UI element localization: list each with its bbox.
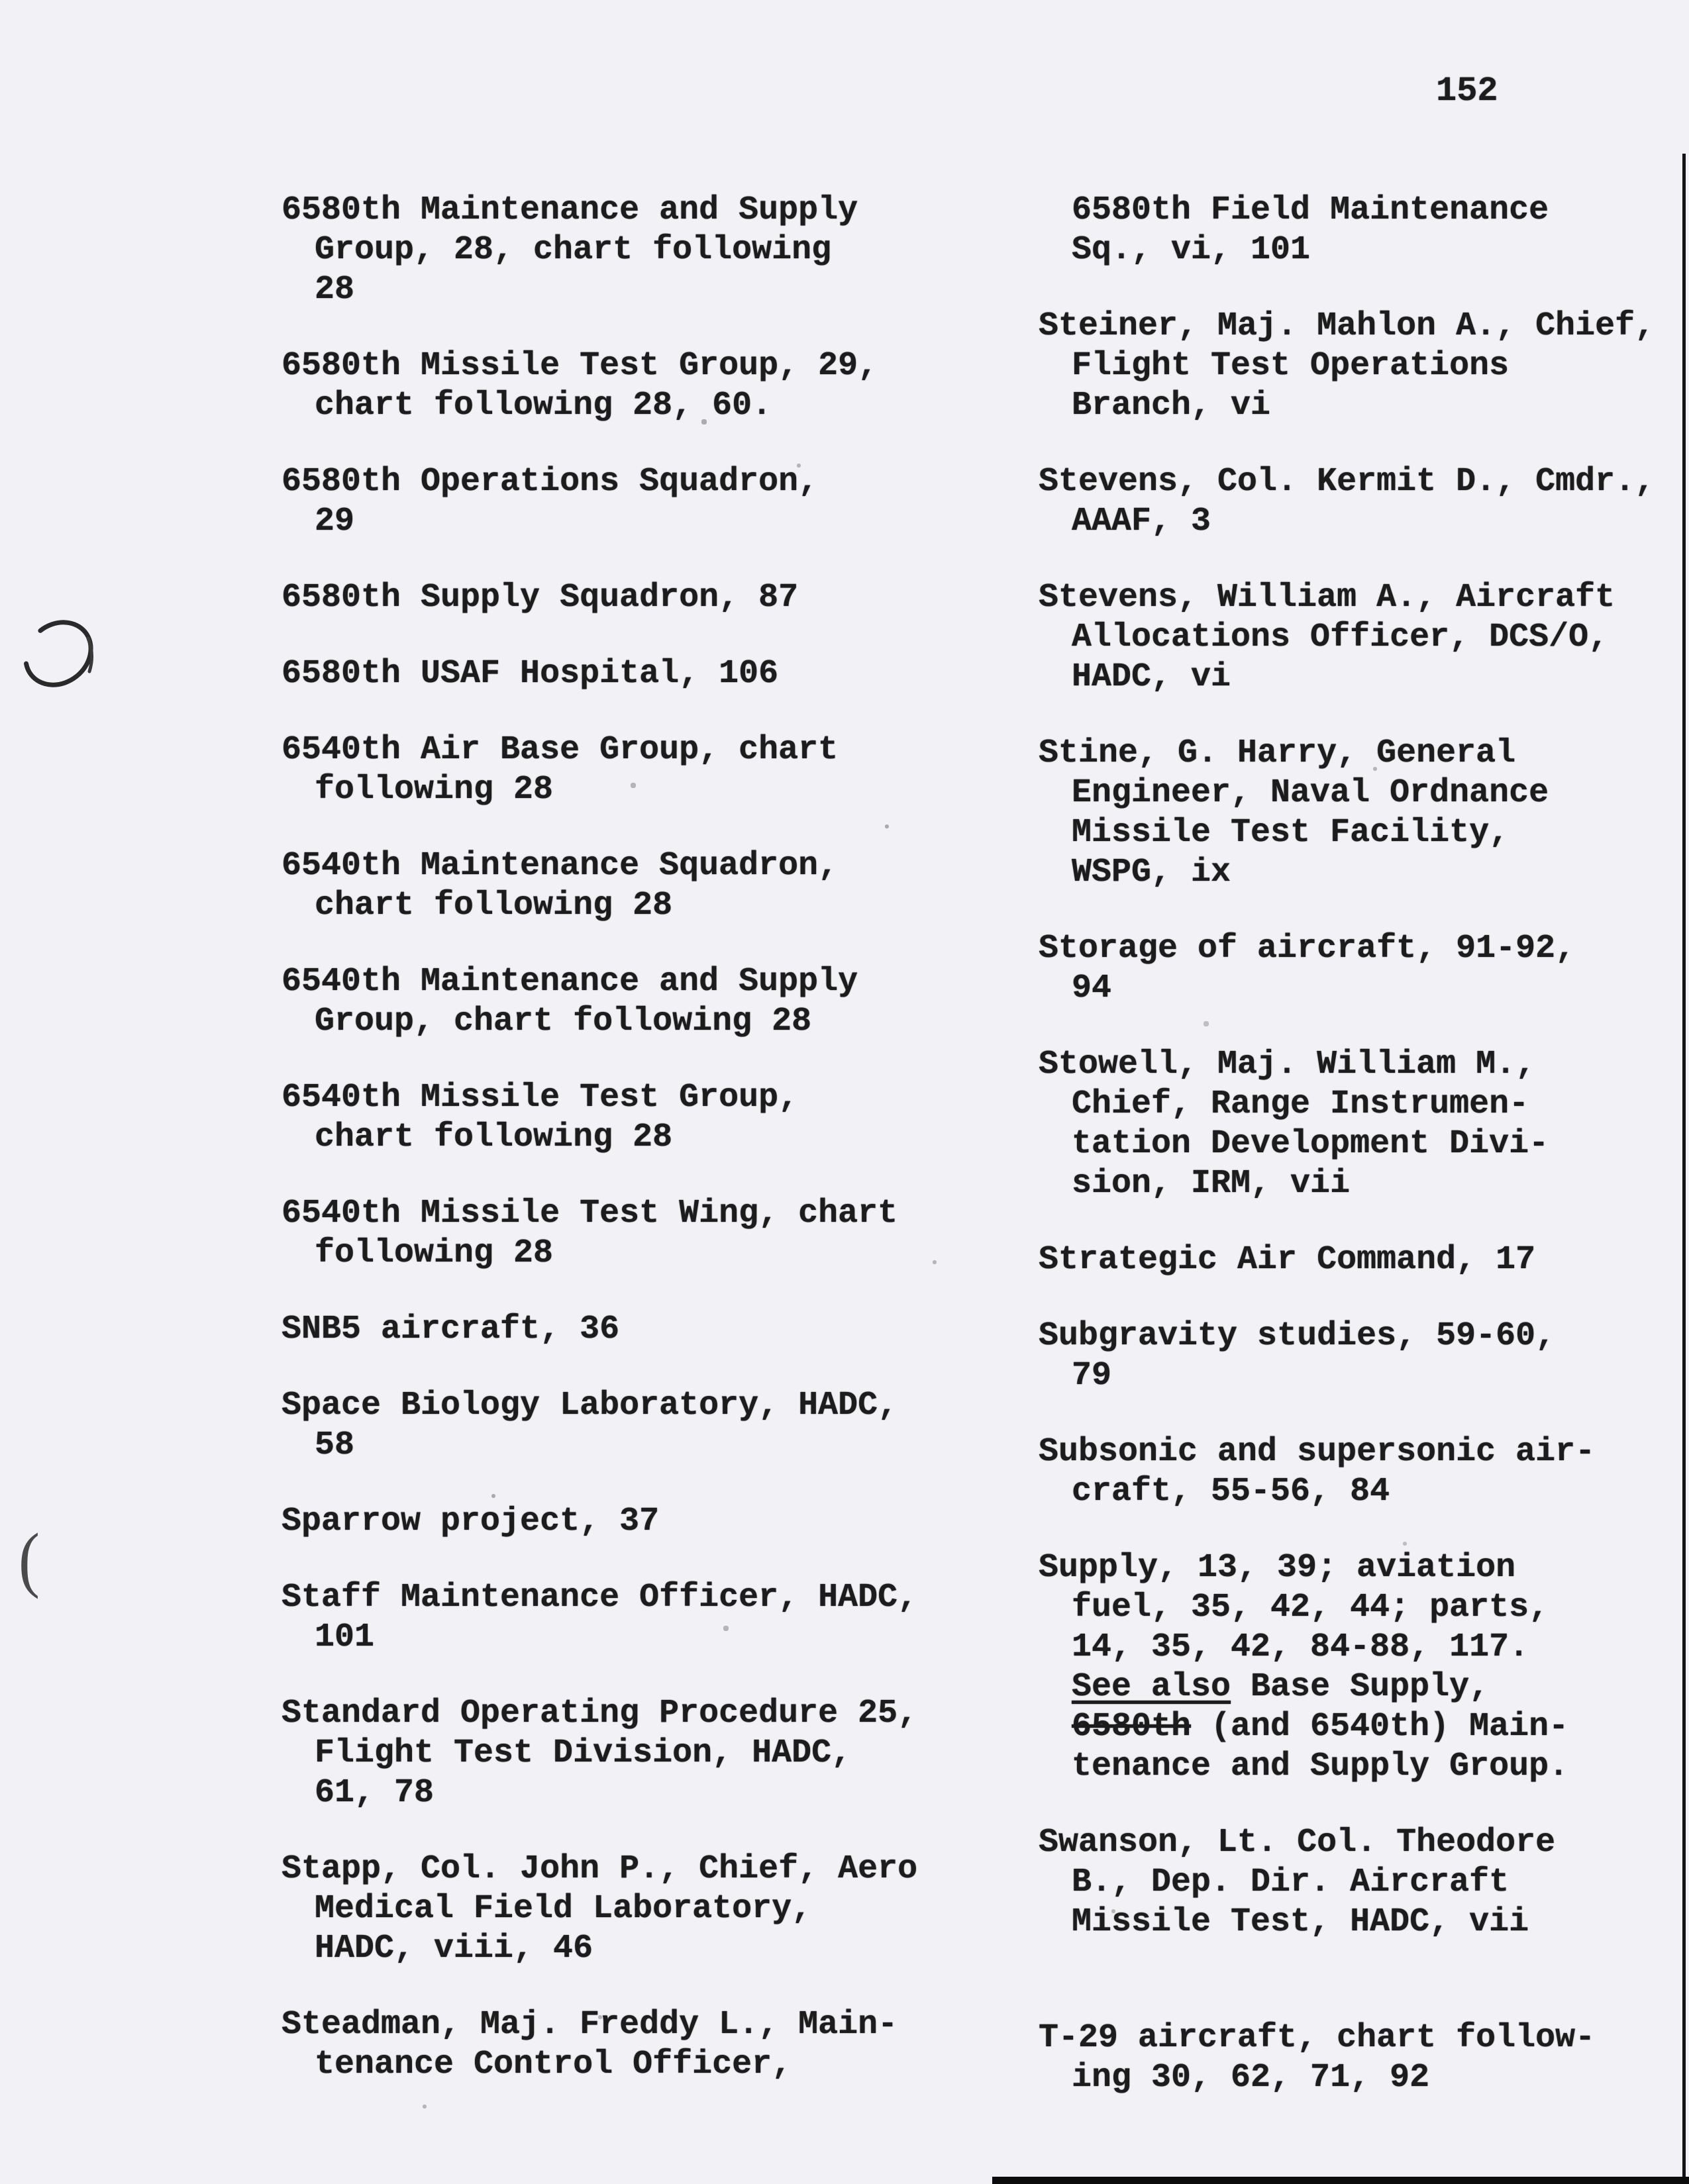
index-entry-line: T-29 aircraft, chart follow- — [1039, 2019, 1596, 2057]
index-entry-line: Sparrow project, 37 — [282, 1503, 660, 1540]
index-entry-line: Engineer, Naval Ordnance — [1072, 774, 1549, 812]
index-entry-line: Group, 28, chart following — [315, 231, 832, 269]
index-entry-line: Steadman, Maj. Freddy L., Main- — [282, 2006, 898, 2044]
index-entry-line: 6540th Maintenance Squadron, — [282, 847, 839, 885]
index-entry-line: 14, 35, 42, 84-88, 117. — [1072, 1628, 1529, 1666]
index-entry-line: Staff Maintenance Officer, HADC, — [282, 1579, 918, 1616]
index-entry-line: 101 — [315, 1618, 375, 1656]
index-entry-line: Sq., vi, 101 — [1072, 231, 1311, 269]
index-entry-line: tation Development Divi- — [1072, 1125, 1549, 1163]
index-entry-line: HADC, vi — [1072, 658, 1231, 696]
index-entry — [282, 846, 997, 926]
index-entry — [282, 1578, 997, 1658]
index-entry-line: following 28 — [315, 1234, 554, 1272]
index-entry-line — [1039, 1707, 1689, 1747]
index-entry-line: Chief, Range Instrumen- — [1072, 1085, 1529, 1123]
index-entry-underline-text: See also — [1072, 1668, 1231, 1706]
index-entry-line: 6540th Missile Test Group, — [282, 1079, 799, 1117]
paren-scan-mark: ( — [19, 1517, 40, 1600]
index-entry-line: Missile Test, HADC, vii — [1072, 1903, 1529, 1941]
index-entry-line: Stapp, Col. John P., Chief, Aero — [282, 1850, 918, 1888]
index-entry — [1039, 1548, 1689, 1787]
index-entry-line: Stowell, Maj. William M., — [1039, 1046, 1536, 1083]
index-entry — [282, 462, 997, 542]
index-entry — [282, 578, 997, 618]
index-entry-line: HADC, viii, 46 — [315, 1930, 593, 1967]
index-entry-line: 58 — [315, 1426, 355, 1464]
index-entry — [282, 730, 997, 810]
index-entry-line: ing 30, 62, 71, 92 — [1072, 2059, 1430, 2097]
index-entry — [282, 1850, 997, 1969]
index-entry-line: Standard Operating Procedure 25, — [282, 1695, 918, 1732]
index-column-right — [1039, 191, 1689, 2134]
index-entry-line: Group, chart following 28 — [315, 1003, 812, 1040]
index-entry — [1039, 462, 1689, 542]
scan-speckles — [0, 0, 1, 1]
index-entry — [1039, 734, 1689, 893]
index-entry-line: Stevens, William A., Aircraft — [1039, 579, 1615, 617]
index-entry-line: B., Dep. Dir. Aircraft — [1072, 1863, 1510, 1901]
index-entry — [282, 1386, 997, 1465]
index-entry — [282, 2005, 997, 2085]
index-entry — [282, 1694, 997, 1813]
index-entry — [282, 1502, 997, 1542]
index-entry-line: Space Biology Laboratory, HADC, — [282, 1387, 898, 1424]
index-entry — [282, 346, 997, 426]
index-entry — [1039, 578, 1689, 697]
index-entry-line: 94 — [1072, 969, 1112, 1007]
index-entry-line: Subgravity studies, 59-60, — [1039, 1317, 1556, 1355]
index-column-left — [282, 191, 997, 2121]
index-entry-line: 6540th Maintenance and Supply — [282, 963, 858, 1001]
index-entry-line: Allocations Officer, DCS/O, — [1072, 619, 1609, 656]
index-entry — [1039, 1432, 1689, 1512]
index-entry — [1039, 1045, 1689, 1204]
index-entry — [282, 654, 997, 694]
index-entry-line: Subsonic and supersonic air- — [1039, 1433, 1596, 1471]
index-entry-line: Stine, G. Harry, General — [1039, 734, 1516, 772]
index-entry-line: WSPG, ix — [1072, 854, 1231, 891]
index-entry-line: Branch, vi — [1072, 387, 1271, 424]
index-entry-line: chart following 28 — [315, 887, 673, 924]
index-entry-line: 61, 78 — [315, 1774, 435, 1812]
index-entry — [1039, 1823, 1689, 1942]
index-entry-line: 6540th Missile Test Wing, chart — [282, 1195, 898, 1232]
index-entry-line: Missile Test Facility, — [1072, 814, 1510, 852]
index-entry-line: Flight Test Operations — [1072, 347, 1510, 385]
index-entry-line: Storage of aircraft, 91-92, — [1039, 930, 1576, 968]
index-entry-line: chart following 28, 60. — [315, 387, 772, 424]
index-entry — [1039, 929, 1689, 1009]
index-entry — [282, 1078, 997, 1158]
index-entry-line: 79 — [1072, 1357, 1112, 1395]
index-entry-line: AAAF, 3 — [1072, 503, 1211, 540]
index-entry-line: following 28 — [315, 771, 554, 809]
index-entry-line: Strategic Air Command, 17 — [1039, 1241, 1536, 1279]
index-entry-line: tenance Control Officer, — [315, 2046, 792, 2083]
index-entry — [1039, 2018, 1689, 2098]
index-entry-line: Steiner, Maj. Mahlon A., Chief, — [1039, 307, 1655, 345]
index-entry-line: 6580th Operations Squadron, — [282, 463, 819, 501]
hole-punch-ring-mark — [24, 615, 97, 699]
index-entry-line: 6580th Field Maintenance — [1072, 191, 1549, 229]
index-entry-line: Stevens, Col. Kermit D., Cmdr., — [1039, 463, 1655, 501]
index-entry — [1039, 307, 1689, 426]
index-entry — [282, 191, 997, 310]
index-entry — [1039, 1240, 1689, 1280]
index-entry-line: SNB5 aircraft, 36 — [282, 1311, 620, 1348]
index-entry — [282, 1310, 997, 1350]
index-entry-line: fuel, 35, 42, 44; parts, — [1072, 1589, 1549, 1626]
index-entry-line: tenance and Supply Group. — [1072, 1748, 1569, 1785]
index-entry-line — [1039, 1667, 1689, 1707]
index-entry-line: 28 — [315, 271, 355, 309]
index-entry — [282, 1194, 997, 1273]
index-entry-line: Swanson, Lt. Col. Theodore — [1039, 1824, 1556, 1861]
index-entry — [282, 962, 997, 1042]
index-entry-line: 6540th Air Base Group, chart — [282, 731, 839, 769]
index-entry-line: Medical Field Laboratory, — [315, 1890, 812, 1928]
index-entry-line: sion, IRM, vii — [1072, 1165, 1351, 1203]
index-entry — [1039, 1316, 1689, 1396]
index-entry-line: 6580th Maintenance and Supply — [282, 191, 858, 229]
index-entry-line: 6580th Supply Squadron, 87 — [282, 579, 799, 617]
index-entry-line: craft, 55-56, 84 — [1072, 1473, 1390, 1511]
index-entry-line: 6580th Missile Test Group, 29, — [282, 347, 878, 385]
index-entry-line: chart following 28 — [315, 1118, 673, 1156]
index-entry-line: Flight Test Division, HADC, — [315, 1734, 852, 1772]
index-entry-text: Base Supply, — [1231, 1668, 1490, 1706]
index-entry-line: Supply, 13, 39; aviation — [1039, 1549, 1516, 1587]
index-entry-strike-text: 6580th — [1072, 1708, 1192, 1746]
scan-edge-bar-bottom — [992, 2177, 1689, 2184]
scan-edge-line-right — [1682, 154, 1686, 2184]
index-entry — [1039, 191, 1689, 270]
index-entry-text: (and 6540th) Main- — [1191, 1708, 1569, 1746]
index-entry-line: 29 — [315, 503, 355, 540]
index-entry-line: 6580th USAF Hospital, 106 — [282, 655, 779, 693]
page-number: 152 — [1436, 72, 1498, 111]
